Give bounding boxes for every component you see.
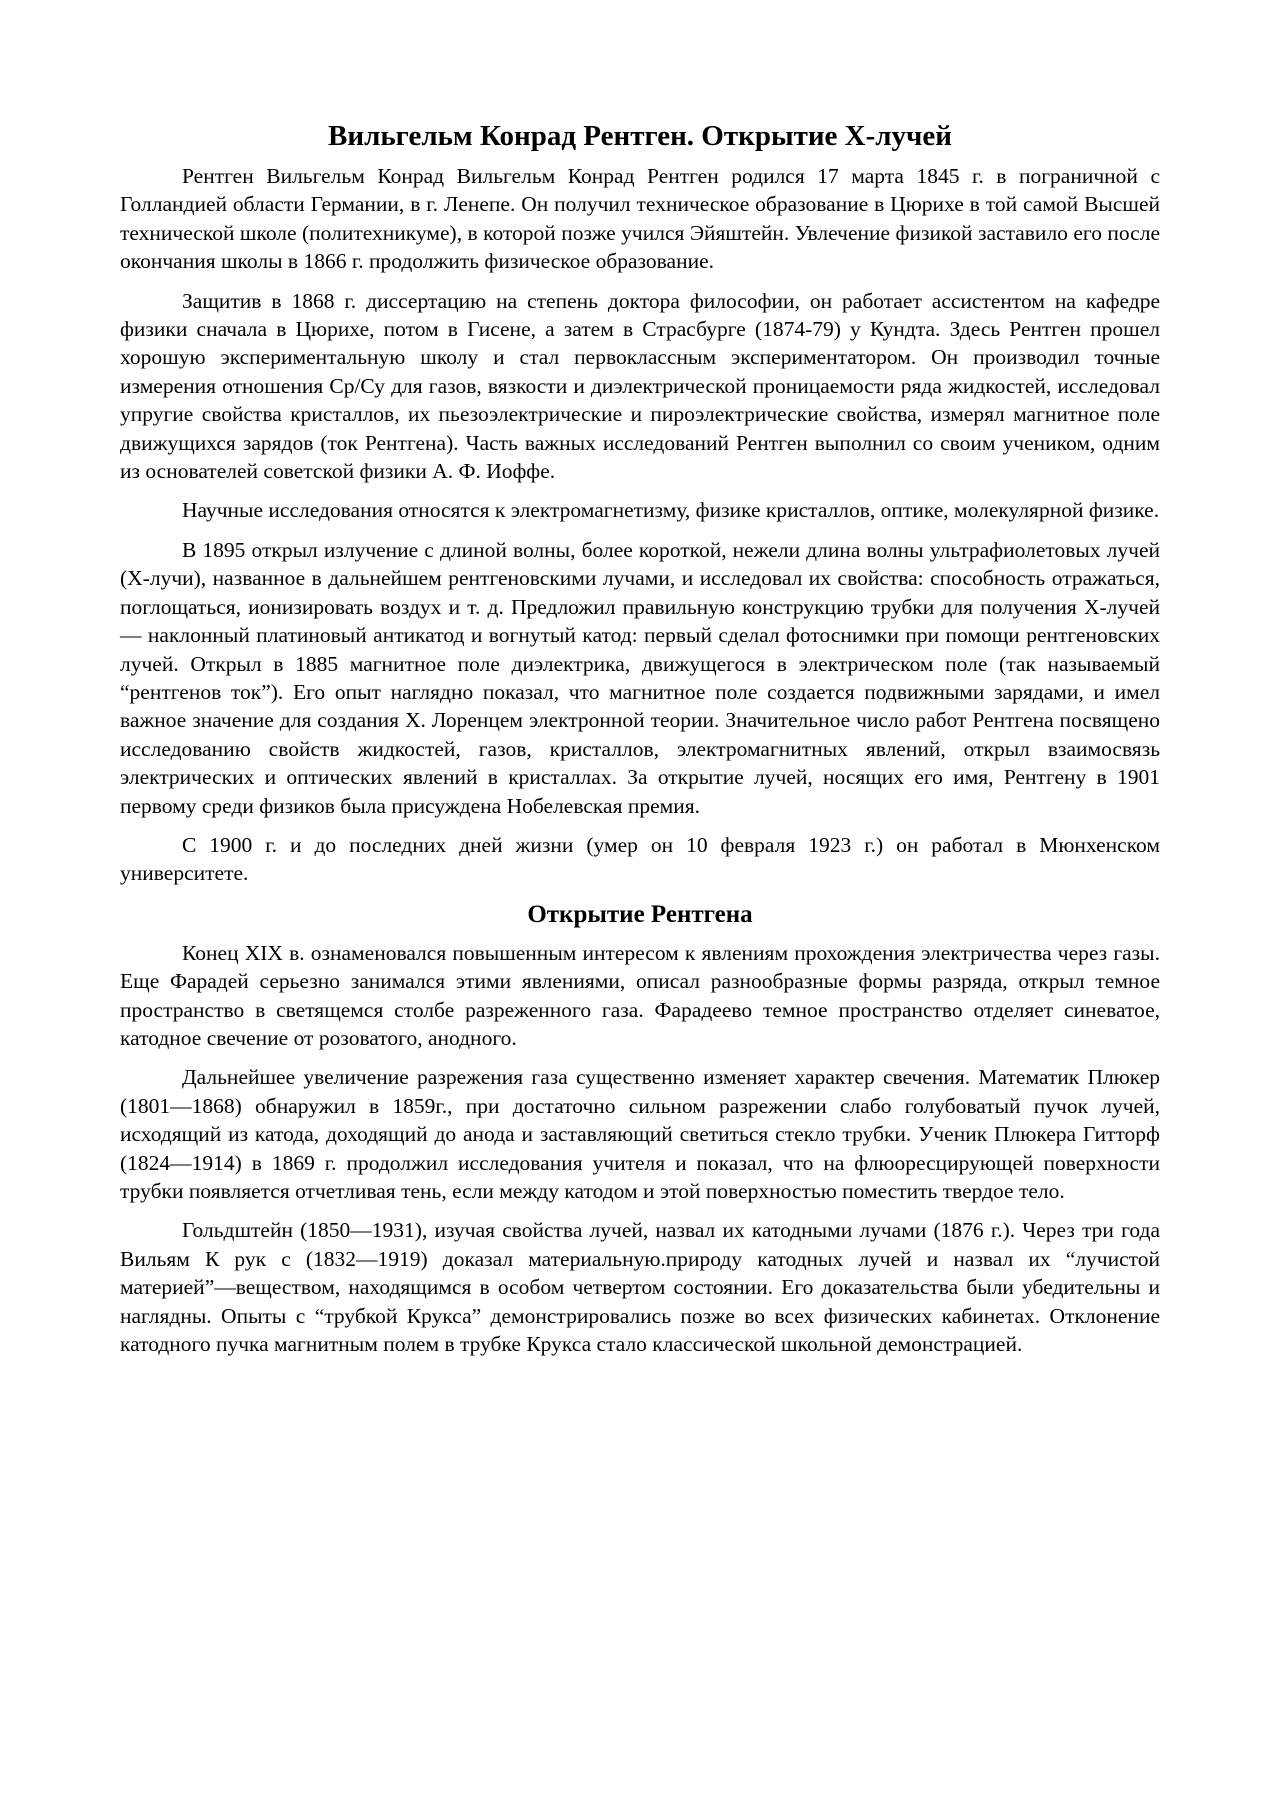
- document-page: [120, 118, 1160, 1369]
- document-title: Вильгельм Конрад Рентген. Открытие X-лучей: [328, 120, 952, 152]
- paragraph-munich-university: С 1900 г. и до последних дней жизни (умер он 10 февраля 1923 г.) он работал в Мюнхенском университете.: [120, 832, 1160, 886]
- paragraph-biography-birth: Рентген Вильгельм Конрад Вильгельм Конрад Рентген родился 17 марта 1845 г. в пограничной с Голландией области Германии, в г. Ленепе. Он получил техническое образование в Цюрихе в той самой Высшей технической школе (политехникуме), в которой позже учился Эйяштейн. Увлечение физикой заставило его после окончания школы в 1866 г. продолжить физическое образование.: [120, 164, 1160, 274]
- paragraph-biography-career: Защитив в 1868 г. диссертацию на степень доктора философии, он работает ассистентом на кафедре физики сначала в Цюрихе, потом в Гисене, а затем в Страсбурге (1874-79) у Кундта. Здесь Рентген прошел хорошую экспериментальную школу и стал первоклассным экспериментатором. Он производил точные измерения отношения Ср/Су для газов, вязкости и диэлектрической проницаемости ряда жидкостей, исследовал упругие свойства кристаллов, их пьезоэлектрические и пироэлектрические свойства, измерял магнитное поле движущихся зарядов (ток Рентгена). Часть важных исследований Рентген выполнил со своим учеником, одним из основателей советской физики А. Ф. Иоффе.: [120, 288, 1160, 484]
- paragraph-goldstein-crookes: Гольдштейн (1850—1931), изучая свойства лучей, назвал их катодными лучами (1876 г.). Через три года Вильям К рук с (1832—1919) доказал материальную.природу катодных лучей и назвал их “лучистой материей”—веществом, находящимся в особом четвертом состоянии. Его доказательства были убедительны и наглядны. Опыты с “трубкой Крукса” демонстрировались позже во всех физических кабинетах. Отклонение катодного пучка магнитным полем в трубке Крукса стало классической школьной демонстрацией.: [120, 1218, 1160, 1357]
- paragraph-plucker-hittorf: Дальнейшее увеличение разрежения газа существенно изменяет характер свечения. Математик Плюкер (1801—1868) обнаружил в 1859г., при достаточно сильном разрежении слабо голубоватый пучок лучей, исходящий из катода, доходящий до анода и заставляющий светиться стекло трубки. Ученик Плюкера Гитторф (1824—1914) в 1869 г. продолжил исследования учителя и показал, что на флюоресцирующей поверхности трубки появляется отчетливая тень, если между катодом и этой поверхностью поместить твердое тело.: [120, 1065, 1160, 1203]
- paragraph-research-areas: Научные исследования относятся к электромагнетизму, физике кристаллов, оптике, молекулярной физике.: [182, 498, 1160, 523]
- paragraph-gas-discharge: Конец XIX в. ознаменовался повышенным интересом к явлениям прохождения электричества через газы. Еще Фарадей серьезно занимался этими явлениями, описал разнообразные формы разряда, открыл темное пространство в светящемся столбе разреженного газа. Фарадеево темное пространство отделяет синеватое, катодное свечение от розоватого, анодного.: [120, 940, 1160, 1050]
- paragraph-xray-discovery: В 1895 открыл излучение с длиной волны, более короткой, нежели длина волны ультрафиолетовых лучей (X-лучи), названное в дальнейшем рентгеновскими лучами, и исследовал их свойства: способность отражаться, поглощаться, ионизировать воздух и т. д. Предложил правильную конструкцию трубки для получения X-лучей — наклонный платиновый антикатод и вогнутый катод: первый сделал фотоснимки при помощи рентгеновских лучей. Открыл в 1885 магнитное поле диэлектрика, движущегося в электрическом поле (так называемый “рентгенов ток”). Его опыт наглядно показал, что магнитное поле создается подвижными зарядами, и имел важное значение для создания X. Лоренцем электронной теории. Значительное число работ Рентгена посвящено исследованию свойств жидкостей, газов, кристаллов, электромагнитных явлений, открыл взаимосвязь электрических и оптических явлений в кристаллах. За открытие лучей, носящих его имя, Рентгену в 1901 первому среди физиков была присуждена Нобелевская премия.: [120, 537, 1160, 818]
- section-heading-discovery: Открытие Рентгена: [527, 900, 753, 928]
